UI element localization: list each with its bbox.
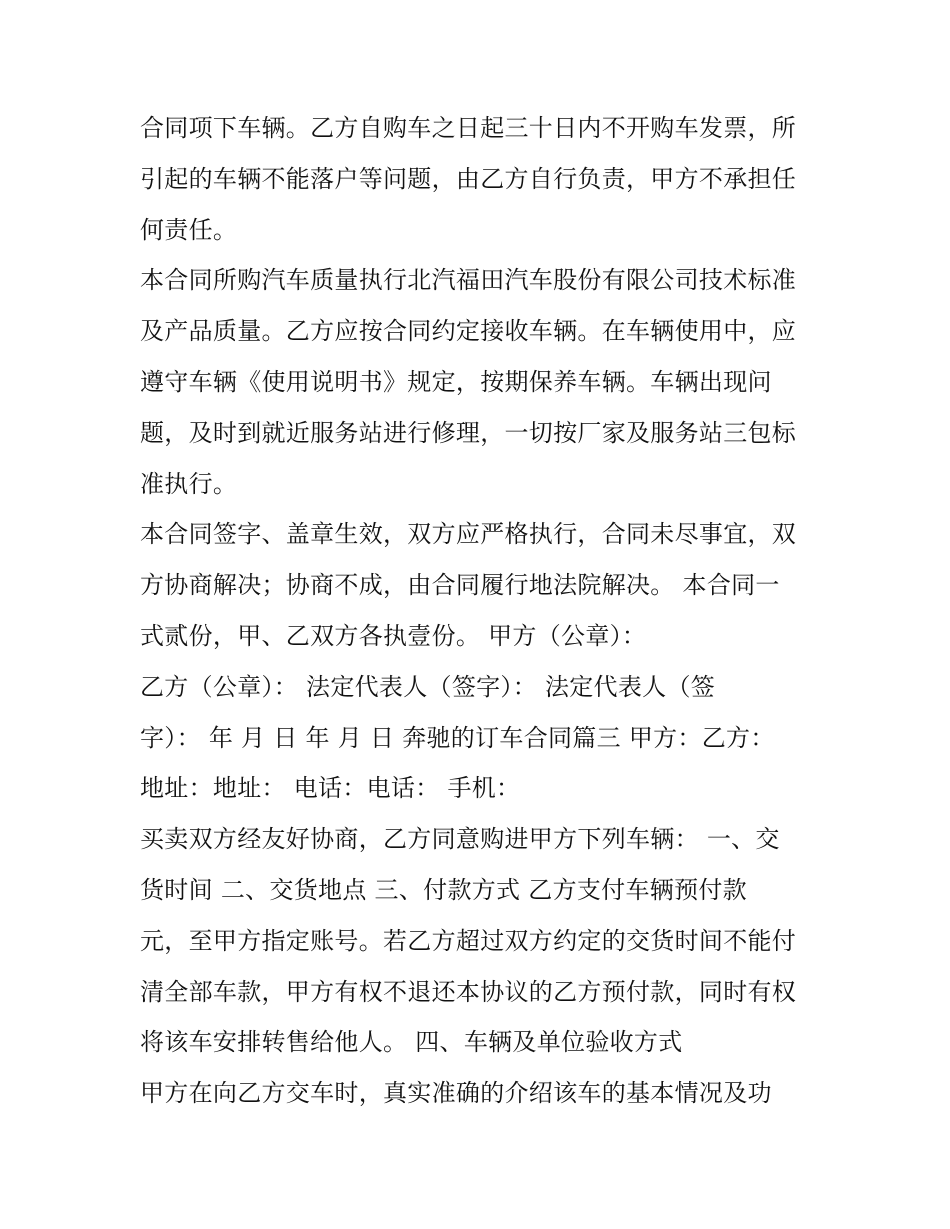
- text-line: 遵守车辆《使用说明书》规定，按期保养车辆。车辆出现问: [140, 367, 772, 396]
- text-line: 及产品质量。乙方应按合同约定接收车辆。在车辆使用中，应: [140, 317, 797, 346]
- text-line: 买卖双方经友好协商，乙方同意购进甲方下列车辆： 一、交: [140, 825, 780, 854]
- text-line: 本合同所购汽车质量执行北汽福田汽车股份有限公司技术标准: [140, 266, 797, 295]
- text-line: 何责任。: [140, 215, 238, 244]
- text-line: 将该车安排转售给他人。 四、车辆及单位验收方式: [140, 1028, 683, 1057]
- text-line: 清全部车款，甲方有权不退还本协议的乙方预付款，同时有权: [140, 977, 797, 1006]
- text-line: 地址：地址： 电话：电话： 手机：: [140, 774, 521, 803]
- text-line: 题，及时到就近服务站进行修理，一切按厂家及服务站三包标: [140, 418, 797, 447]
- text-line: 本合同签字、盖章生效，双方应严格执行，合同未尽事宜，双: [140, 520, 797, 549]
- text-line: 乙方（公章）： 法定代表人（签字）： 法定代表人（签: [140, 672, 716, 701]
- text-line: 准执行。: [140, 469, 238, 498]
- text-line: 引起的车辆不能落户等问题，由乙方自行负责，甲方不承担任: [140, 164, 797, 193]
- text-line: 货时间 二、交货地点 三、付款方式 乙方支付车辆预付款: [140, 875, 747, 904]
- text-line: 元，至甲方指定账号。若乙方超过双方约定的交货时间不能付: [140, 926, 797, 955]
- text-line: 字）： 年 月 日 年 月 日 奔驰的订车合同篇三 甲方：乙方：: [140, 723, 775, 752]
- document-body: [140, 103, 820, 1119]
- text-line: 甲方在向乙方交车时，真实准确的介绍该车的基本情况及功: [140, 1079, 772, 1108]
- text-line: 式贰份，甲、乙双方各执壹份。 甲方（公章）：: [140, 621, 647, 650]
- text-line: 方协商解决；协商不成，由合同履行地法院解决。 本合同一: [140, 571, 780, 600]
- text-line: 合同项下车辆。乙方自购车之日起三十日内不开购车发票，所: [140, 114, 797, 142]
